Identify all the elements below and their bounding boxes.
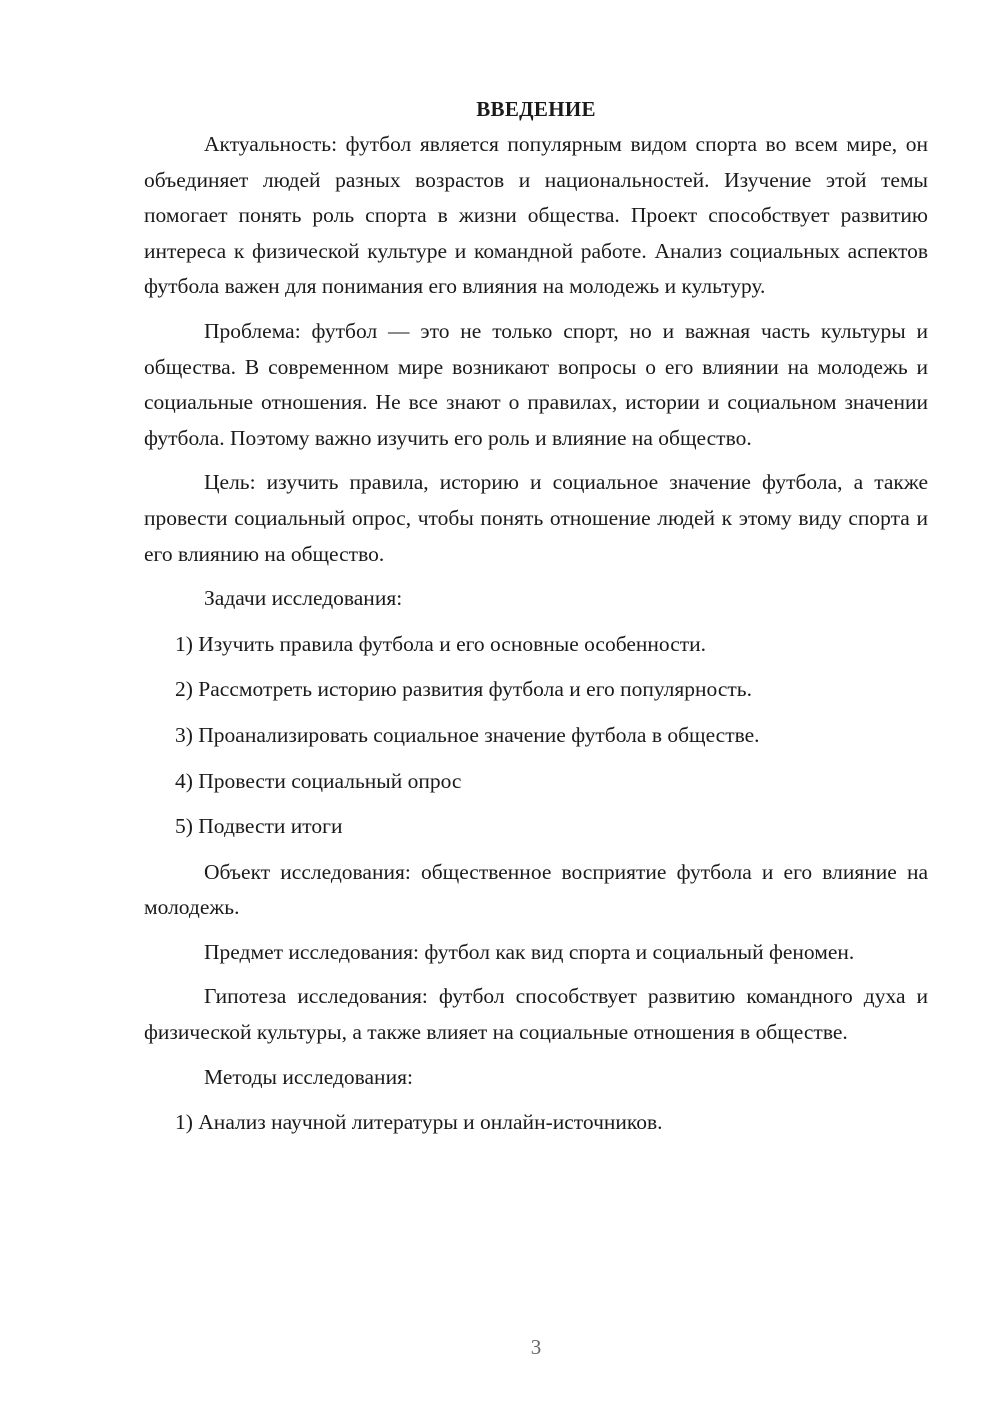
task-item: 3) Проанализировать социальное значение футбола в обществе. bbox=[175, 722, 760, 747]
subject-paragraph: Предмет исследования: футбол как вид спорта и социальный феномен. bbox=[204, 939, 855, 964]
task-item: 1) Изучить правила футбола и его основные особенности. bbox=[175, 631, 707, 656]
problem-paragraph: Проблема: футбол — это не только спорт, но и важная часть культуры и общества. В современном мире возникают вопросы о его влиянии на молодежь и социальные отношения. Не все знают о правилах, истории и социальном значении футбола. Поэтому важно изучить его роль и влияние на общество. bbox=[144, 318, 928, 450]
task-item: 4) Провести социальный опрос bbox=[175, 768, 462, 793]
tasks-list bbox=[144, 627, 928, 845]
object-paragraph: Объект исследования: общественное восприятие футбола и его влияние на молодежь. bbox=[144, 859, 928, 920]
task-item: 2) Рассмотреть историю развития футбола и его популярность. bbox=[175, 677, 752, 702]
relevance-paragraph: Актуальность: футбол является популярным видом спорта во всем мире, он объединяет людей разных возрастов и национальностей. Изучение этой темы помогает понять роль спорта в жизни общества. Проект способствует развитию интереса к физической культуре и командной работе. Анализ социальных аспектов футбола важен для понимания его влияния на молодежь и культуру. bbox=[144, 132, 928, 299]
methods-list bbox=[144, 1105, 928, 1141]
tasks-heading: Задачи исследования: bbox=[204, 586, 403, 611]
page-number: 3 bbox=[530, 1335, 542, 1359]
hypothesis-paragraph: Гипотеза исследования: футбол способствует развитию командного духа и физической культуры, а также влияет на социальные отношения в обществе. bbox=[144, 984, 928, 1045]
section-title: ВВЕДЕНИЕ bbox=[476, 97, 596, 121]
method-item: 1) Анализ научной литературы и онлайн-источников. bbox=[175, 1110, 663, 1135]
goal-paragraph: Цель: изучить правила, историю и социальное значение футбола, а также провести социальный опрос, чтобы понять отношение людей к этому виду спорта и его влиянию на общество. bbox=[144, 470, 928, 566]
task-item: 5) Подвести итоги bbox=[175, 814, 343, 839]
methods-heading: Методы исследования: bbox=[204, 1064, 413, 1089]
document-page bbox=[144, 92, 928, 1151]
